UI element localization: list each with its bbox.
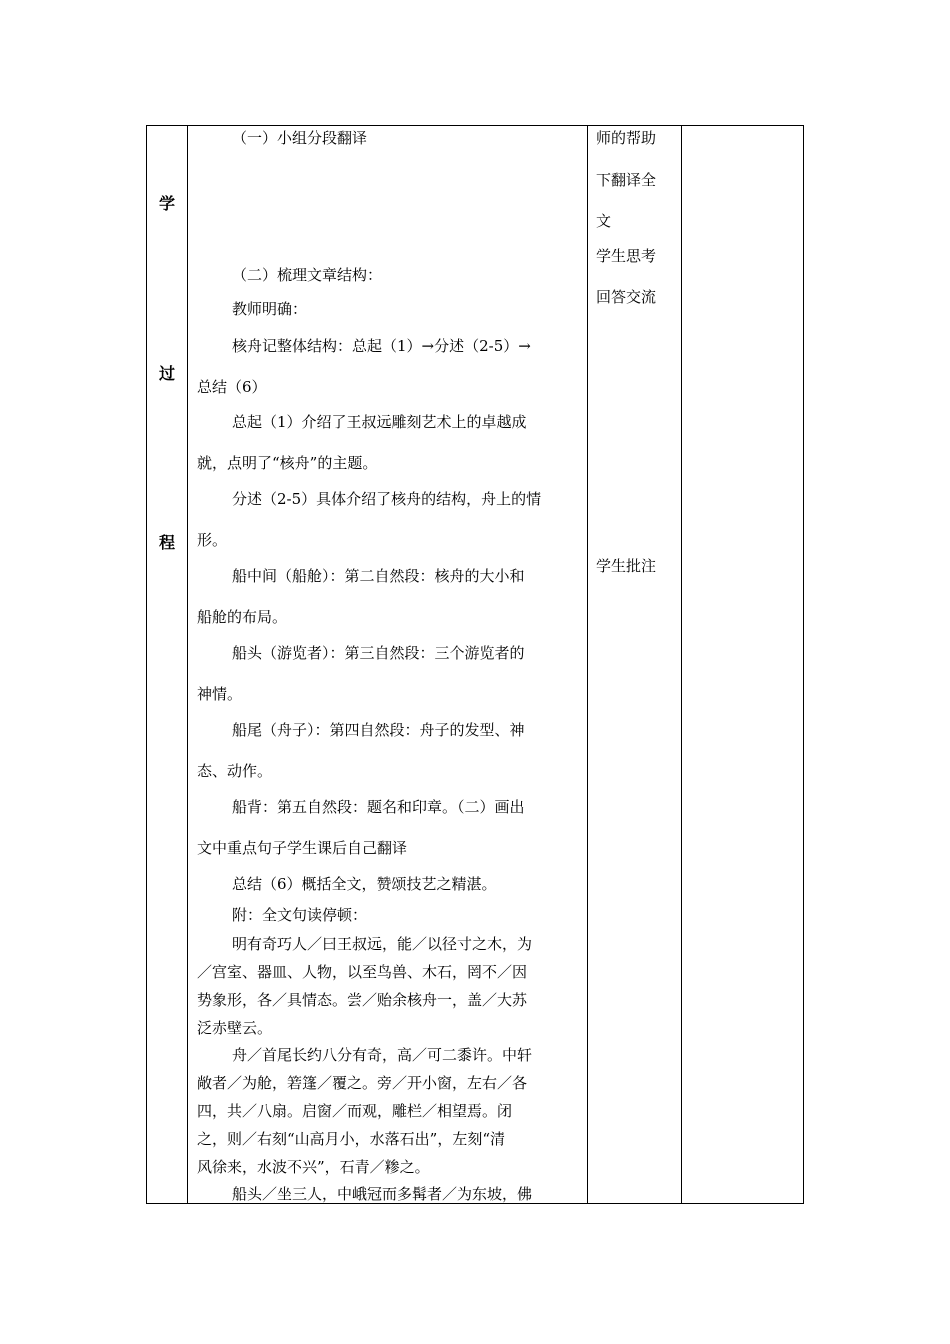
passage-line: 势象形，各／具情态。尝／贻余核舟一，盖／大苏 xyxy=(197,991,528,1009)
section-label-char: 学 xyxy=(158,194,175,213)
section-label-char: 程 xyxy=(158,533,175,552)
passage-line: 敞者／为舱，箬篷／覆之。旁／开小窗，左右／各 xyxy=(197,1074,528,1092)
stern-line: 船尾（舟子）：第四自然段：舟子的发型、神 xyxy=(232,721,525,739)
appendix-heading: 附：全文句读停顿： xyxy=(232,906,368,924)
bow-line: 船头（游览者）：第三自然段：三个游览者的 xyxy=(232,644,525,662)
cabin-line: 船中间（船舱）：第二自然段：核舟的大小和 xyxy=(232,567,525,585)
passage-line: 泛赤壁云。 xyxy=(197,1019,273,1037)
cabin-line: 船舱的布局。 xyxy=(197,608,288,626)
detail-line: 分述（2-5）具体介绍了核舟的结构，舟上的情 xyxy=(232,490,542,508)
summary-line: 总结（6）概括全文，赞颂技艺之精湛。 xyxy=(232,875,497,893)
student-activity-line: 师的帮助 xyxy=(596,129,657,147)
passage-line: 四，共／八扇。启窗／而观，雕栏／相望焉。闭 xyxy=(197,1102,513,1120)
structure-heading: （二）梳理文章结构： xyxy=(232,266,383,284)
table-right-border xyxy=(803,125,804,1204)
intro-line: 总起（1）介绍了王叔远雕刻艺术上的卓越成 xyxy=(232,413,527,431)
passage-line: 船头／坐三人，中峨冠而多髯者／为东坡，佛 xyxy=(232,1185,533,1203)
student-activity-line: 文 xyxy=(596,212,612,230)
notes-column xyxy=(682,126,803,1203)
structure-line: 核舟记整体结构：总起（1）→分述（2-5）→ xyxy=(232,337,531,355)
table-left-border xyxy=(146,125,147,1204)
intro-line: 就，点明了“核舟”的主题。 xyxy=(197,454,378,472)
column-divider-1 xyxy=(187,125,188,1204)
group-translate-heading: （一）小组分段翻译 xyxy=(232,129,368,147)
student-annotate: 学生批注 xyxy=(596,557,657,575)
back-line: 船背：第五自然段：题名和印章。（二）画出 xyxy=(232,798,525,816)
structure-line: 总结（6） xyxy=(197,378,267,396)
section-label-char: 过 xyxy=(158,364,175,383)
passage-line: 风徐来，水波不兴”，石青／糁之。 xyxy=(197,1158,430,1176)
detail-line: 形。 xyxy=(197,531,228,549)
stern-line: 态、动作。 xyxy=(197,762,273,780)
passage-line: ／宫室、器皿、人物，以至鸟兽、木石，罔不／因 xyxy=(197,963,528,981)
passage-line: 舟／首尾长约八分有奇，高／可二黍许。中轩 xyxy=(232,1046,533,1064)
student-activity-line: 下翻译全 xyxy=(596,171,657,189)
teacher-clarify: 教师明确： xyxy=(232,300,308,318)
passage-line: 之，则／右刻“山高月小，水落石出”，左刻“清 xyxy=(197,1130,506,1148)
student-activity-line: 学生思考 xyxy=(596,247,657,265)
passage-line: 明有奇巧人／曰王叔远，能／以径寸之木，为 xyxy=(232,935,533,953)
bow-line: 神情。 xyxy=(197,685,243,703)
back-line: 文中重点句子学生课后自己翻译 xyxy=(197,839,408,857)
column-divider-2 xyxy=(587,125,588,1204)
student-activity-line: 回答交流 xyxy=(596,288,657,306)
